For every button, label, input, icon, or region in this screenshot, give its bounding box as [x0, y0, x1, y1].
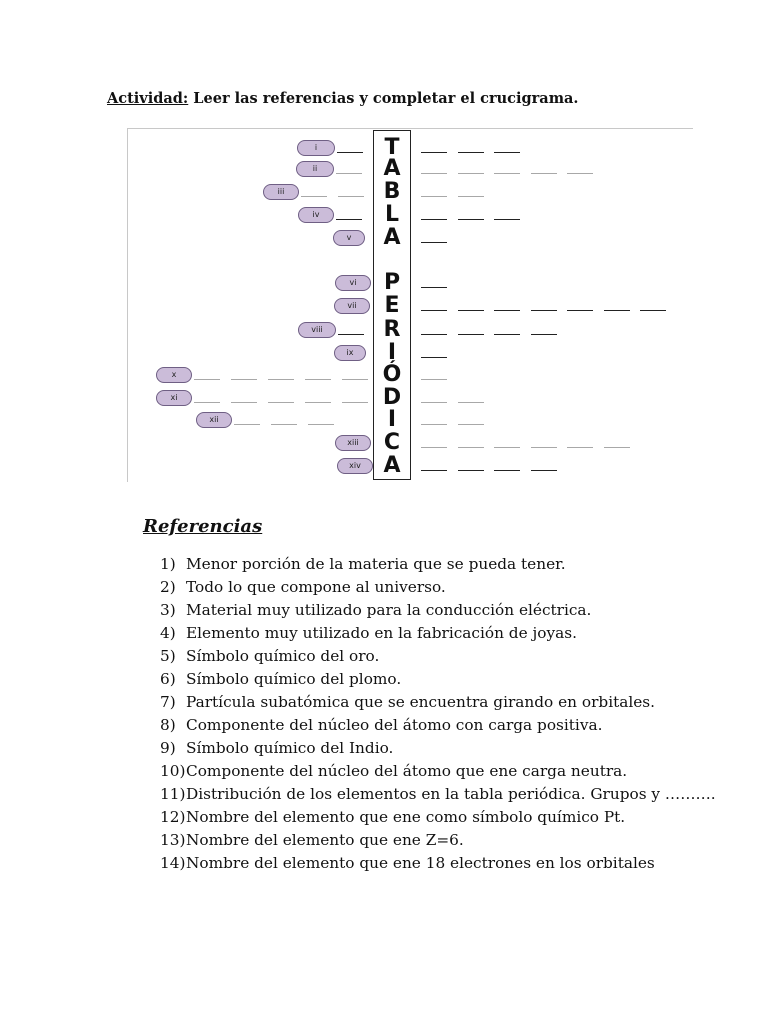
letter-blank — [271, 424, 297, 425]
reference-item — [160, 714, 720, 737]
letter-blank — [567, 173, 593, 174]
letter-blank — [421, 173, 447, 174]
reference-text: Componente del núcleo del átomo que ene carga neutra. — [186, 762, 628, 780]
letter-blank — [338, 196, 364, 197]
letter-blank — [531, 447, 557, 448]
references-list — [160, 553, 720, 875]
letter-blank — [458, 470, 484, 471]
letter-blank — [421, 242, 447, 243]
reference-text: Símbolo químico del plomo. — [186, 670, 402, 688]
letter-blank — [458, 447, 484, 448]
letter-blank — [336, 173, 362, 174]
letter-blank — [421, 379, 447, 380]
letter-blank — [301, 196, 327, 197]
reference-number: 11) — [160, 785, 186, 803]
letter-blank — [604, 310, 630, 311]
letter-blank — [421, 447, 447, 448]
clue-number-pill: iii — [263, 184, 299, 200]
reference-number: 5) — [160, 647, 176, 665]
reference-number: 7) — [160, 693, 176, 711]
letter-blank — [458, 173, 484, 174]
letter-blank — [234, 424, 260, 425]
reference-item — [160, 622, 720, 645]
references-title: Referencias — [143, 516, 263, 537]
letter-blank — [305, 379, 331, 380]
reference-text: Partícula subatómica que se encuentra girando en orbitales. — [186, 693, 656, 711]
reference-number: 2) — [160, 578, 176, 596]
letter-blank — [268, 379, 294, 380]
reference-text: Componente del núcleo del átomo con carga positiva. — [186, 716, 603, 734]
reference-text: Material muy utilizado para la conducción eléctrica. — [186, 601, 592, 619]
letter-blank — [421, 219, 447, 220]
vertical-letter: C — [383, 430, 401, 455]
reference-number: 13) — [160, 831, 186, 849]
letter-blank — [567, 310, 593, 311]
clue-number-pill: xiv — [337, 458, 373, 474]
vertical-letter: L — [384, 202, 400, 227]
reference-item — [160, 852, 720, 875]
reference-item — [160, 576, 720, 599]
activity-text: Leer las referencias y completar el crucigrama. — [188, 90, 579, 107]
clue-number-pill: ix — [334, 345, 366, 361]
clue-number-pill: xii — [196, 412, 232, 428]
reference-number: 9) — [160, 739, 176, 757]
reference-item — [160, 806, 720, 829]
activity-heading — [107, 90, 578, 107]
letter-blank — [458, 219, 484, 220]
clue-number-pill: viii — [298, 322, 336, 338]
letter-blank — [458, 402, 484, 403]
reference-item — [160, 783, 720, 806]
reference-number: 4) — [160, 624, 176, 642]
letter-blank — [338, 334, 364, 335]
letter-blank — [531, 470, 557, 471]
vertical-letter: Ó — [382, 362, 402, 387]
clue-number-pill: x — [156, 367, 192, 383]
letter-blank — [421, 334, 447, 335]
clue-number-pill: i — [297, 140, 335, 156]
letter-blank — [308, 424, 334, 425]
reference-item — [160, 553, 720, 576]
clue-number-pill: xi — [156, 390, 192, 406]
letter-blank — [337, 152, 363, 153]
letter-blank — [342, 402, 368, 403]
letter-blank — [336, 219, 362, 220]
letter-blank — [531, 310, 557, 311]
vertical-letter: P — [383, 270, 401, 295]
reference-number: 6) — [160, 670, 176, 688]
letter-blank — [194, 402, 220, 403]
reference-text: Menor porción de la materia que se pueda tener. — [186, 555, 566, 573]
vertical-letter: A — [383, 453, 401, 478]
reference-number: 1) — [160, 555, 176, 573]
vertical-letter: B — [383, 179, 401, 204]
clue-number-pill: xiii — [335, 435, 371, 451]
letter-blank — [640, 310, 666, 311]
reference-item — [160, 645, 720, 668]
letter-blank — [194, 379, 220, 380]
letter-blank — [421, 196, 447, 197]
reference-text: Todo lo que compone al universo. — [186, 578, 446, 596]
letter-blank — [494, 470, 520, 471]
letter-blank — [421, 424, 447, 425]
letter-blank — [342, 379, 368, 380]
vertical-letter: I — [387, 340, 397, 365]
letter-blank — [421, 287, 447, 288]
letter-blank — [567, 447, 593, 448]
reference-text: Nombre del elemento que ene como símbolo químico Pt. — [186, 808, 626, 826]
vertical-letter: D — [382, 385, 402, 410]
reference-text: Elemento muy utilizado en la fabricación de joyas. — [186, 624, 577, 642]
reference-item — [160, 691, 720, 714]
clue-number-pill: v — [333, 230, 365, 246]
letter-blank — [421, 470, 447, 471]
letter-blank — [231, 379, 257, 380]
letter-blank — [494, 310, 520, 311]
reference-text: Distribución de los elementos en la tabla periódica. Grupos y ………. — [186, 785, 716, 803]
reference-item — [160, 668, 720, 691]
vertical-letter: I — [387, 407, 397, 432]
reference-text: Nombre del elemento que ene Z=6. — [186, 831, 464, 849]
letter-blank — [458, 152, 484, 153]
clue-number-pill: iv — [298, 207, 334, 223]
reference-number: 3) — [160, 601, 176, 619]
clue-number-pill: ii — [296, 161, 334, 177]
reference-number: 14) — [160, 854, 186, 872]
vertical-letter: A — [383, 225, 401, 250]
letter-blank — [231, 402, 257, 403]
letter-blank — [494, 334, 520, 335]
letter-blank — [531, 173, 557, 174]
reference-number: 10) — [160, 762, 186, 780]
letter-blank — [421, 357, 447, 358]
reference-item — [160, 829, 720, 852]
clue-number-pill: vi — [335, 275, 371, 291]
letter-blank — [458, 334, 484, 335]
vertical-letter: R — [383, 317, 401, 342]
reference-number: 12) — [160, 808, 186, 826]
letter-blank — [305, 402, 331, 403]
letter-blank — [458, 424, 484, 425]
letter-blank — [494, 152, 520, 153]
letter-blank — [458, 196, 484, 197]
letter-blank — [494, 173, 520, 174]
reference-number: 8) — [160, 716, 176, 734]
reference-text: Nombre del elemento que ene 18 electrones en los orbitales — [186, 854, 655, 872]
letter-blank — [421, 310, 447, 311]
letter-blank — [494, 447, 520, 448]
letter-blank — [531, 334, 557, 335]
reference-text: Símbolo químico del oro. — [186, 647, 380, 665]
reference-item — [160, 737, 720, 760]
letter-blank — [421, 152, 447, 153]
letter-blank — [421, 402, 447, 403]
letter-blank — [458, 310, 484, 311]
letter-blank — [604, 447, 630, 448]
clue-number-pill: vii — [334, 298, 370, 314]
reference-item — [160, 599, 720, 622]
activity-label: Actividad: — [107, 90, 189, 107]
reference-text: Símbolo químico del Indio. — [186, 739, 394, 757]
vertical-letter: A — [383, 156, 401, 181]
vertical-letter: T — [384, 135, 400, 160]
letter-blank — [268, 402, 294, 403]
letter-blank — [494, 219, 520, 220]
reference-item — [160, 760, 720, 783]
vertical-letter: E — [384, 293, 400, 318]
